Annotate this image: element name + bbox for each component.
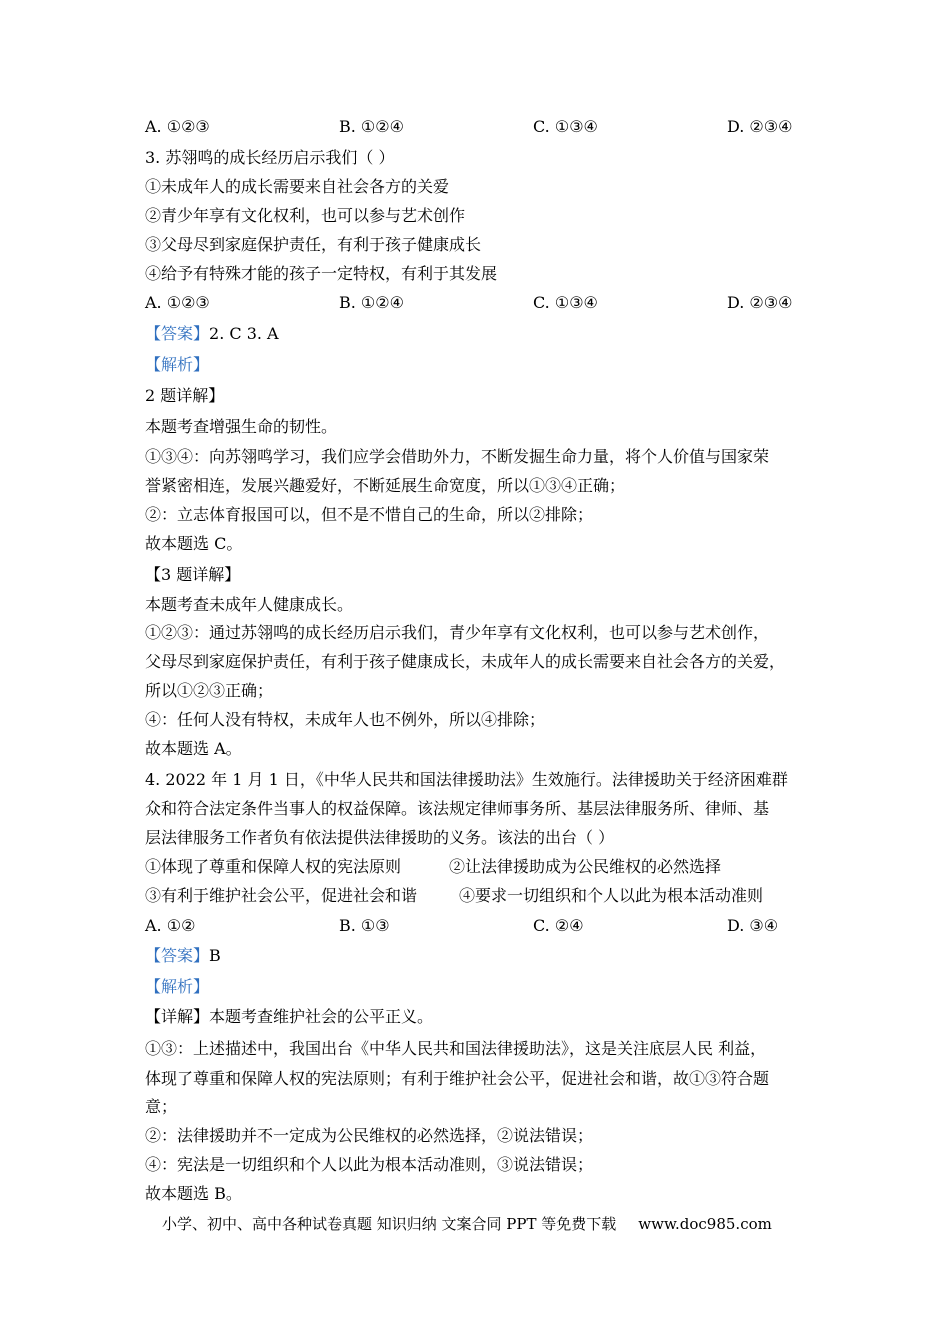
q2-detail-line-2: ①③④：向苏翎鸣学习，我们应学会借助外力，不断发掘生命力量，将个人价值与国家荣 [145, 447, 770, 466]
q2-option-d: D. ②③④ [727, 117, 793, 136]
q4-detail-line-2: 体现了尊重和保障人权的宪法原则；有利于维护社会公平，促进社会和谐，故①③符合题 [145, 1069, 770, 1088]
q3-option-b: B. ①②④ [339, 293, 404, 312]
q3-detail-line-2: ①②③：通过苏翎鸣的成长经历启示我们，青少年享有文化权利，也可以参与艺术创作， [145, 623, 770, 642]
q3-detail-line-5: ④：任何人没有特权，未成年人也不例外，所以④排除； [145, 710, 546, 729]
q4-detail-line-5: ④：宪法是一切组织和个人以此为根本活动准则，③说法错误； [145, 1155, 594, 1174]
q4-item-2: ②让法律援助成为公民维权的必然选择 [449, 857, 722, 876]
q4-detail-heading [145, 1007, 433, 1027]
q4-item-3: ③有利于维护社会公平，促进社会和谐 [145, 886, 418, 905]
analysis-label: 【解析】 [145, 355, 210, 374]
q4-stem-line-2: 众和符合法定条件当事人的权益保障。该法规定律师事务所、基层法律服务所、律师、基 [145, 799, 770, 818]
q4-stem-line-3: 层法律服务工作者负有依法提供法律援助的义务。该法的出台（ ） [145, 828, 615, 847]
q3-detail-line-3: 父母尽到家庭保护责任，有利于孩子健康成长，未成年人的成长需要来自社会各方的关爱， [145, 652, 786, 671]
q3-item-4: ④给予有特殊才能的孩子一定特权，有利于其发展 [145, 264, 498, 283]
q4-option-b: B. ①③ [339, 916, 390, 935]
q4-detail-line-6: 故本题选 B。 [145, 1184, 242, 1203]
q2-detail-line-3: 誉紧密相连，发展兴趣爱好，不断延展生命宽度，所以①③④正确； [145, 476, 626, 495]
q4-option-a: A. ①② [145, 916, 196, 935]
q3-option-c: C. ①③④ [533, 293, 598, 312]
q2-detail-line-4: ②：立志体育报国可以，但不是不惜自己的生命，所以②排除； [145, 505, 594, 524]
q4-detail-line-4: ②：法律援助并不一定成为公民维权的必然选择，②说法错误； [145, 1126, 594, 1145]
q2-option-b: B. ①②④ [339, 117, 404, 136]
q3-item-1: ①未成年人的成长需要来自社会各方的关爱 [145, 177, 450, 196]
q2-detail-heading: 2 题详解】 [145, 386, 225, 405]
q2-detail-line-1: 本题考查增强生命的韧性。 [145, 417, 338, 436]
answer-line-1 [145, 324, 279, 344]
analysis-label: 【解析】 [145, 977, 210, 996]
q4-stem-line-1: 4. 2022 年 1 月 1 日，《中华人民共和国法律援助法》生效施行。法律援助关于经济困难群 [145, 770, 788, 789]
q3-stem: 3. 苏翎鸣的成长经历启示我们（ ） [145, 148, 395, 167]
q3-option-d: D. ②③④ [727, 293, 793, 312]
q3-detail-line-4: 所以①②③正确； [145, 681, 274, 700]
q3-item-2: ②青少年享有文化权利，也可以参与艺术创作 [145, 206, 466, 225]
answer-label: 【答案】 [145, 324, 210, 343]
q3-detail-heading: 【3 题详解】 [145, 565, 241, 584]
q4-option-c: C. ②④ [533, 916, 584, 935]
q3-item-3: ③父母尽到家庭保护责任，有利于孩子健康成长 [145, 235, 482, 254]
q4-detail-line-1: ①③：上述描述中，我国出台《中华人民共和国法律援助法》，这是关注底层人民 利益， [145, 1039, 767, 1058]
q3-detail-line-1: 本题考查未成年人健康成长。 [145, 595, 354, 614]
page-footer [162, 1214, 772, 1234]
answer-label: 【答案】 [145, 946, 210, 965]
q4-item-4: ④要求一切组织和个人以此为根本活动准则 [459, 886, 764, 905]
answer-line-2 [145, 946, 221, 966]
answer-text: 2. C 3. A [209, 324, 279, 343]
answer-text: B [209, 946, 221, 965]
q2-detail-line-5: 故本题选 C。 [145, 534, 243, 553]
footer-text: 小学、初中、高中各种试卷真题 知识归纳 文案合同 PPT 等免费下载 [162, 1215, 617, 1233]
q2-option-c: C. ①③④ [533, 117, 598, 136]
q4-item-1: ①体现了尊重和保障人权的宪法原则 [145, 857, 402, 876]
q4-detail-line-3: 意； [145, 1097, 178, 1116]
footer-url[interactable]: www.doc985.com [638, 1215, 772, 1233]
detail-label: 【详解】 [145, 1007, 210, 1026]
q2-option-a: A. ①②③ [145, 117, 210, 136]
detail-heading-text: 本题考查维护社会的公平正义。 [209, 1007, 434, 1026]
q3-detail-line-6: 故本题选 A。 [145, 739, 242, 758]
q3-option-a: A. ①②③ [145, 293, 210, 312]
q4-option-d: D. ③④ [727, 916, 779, 935]
